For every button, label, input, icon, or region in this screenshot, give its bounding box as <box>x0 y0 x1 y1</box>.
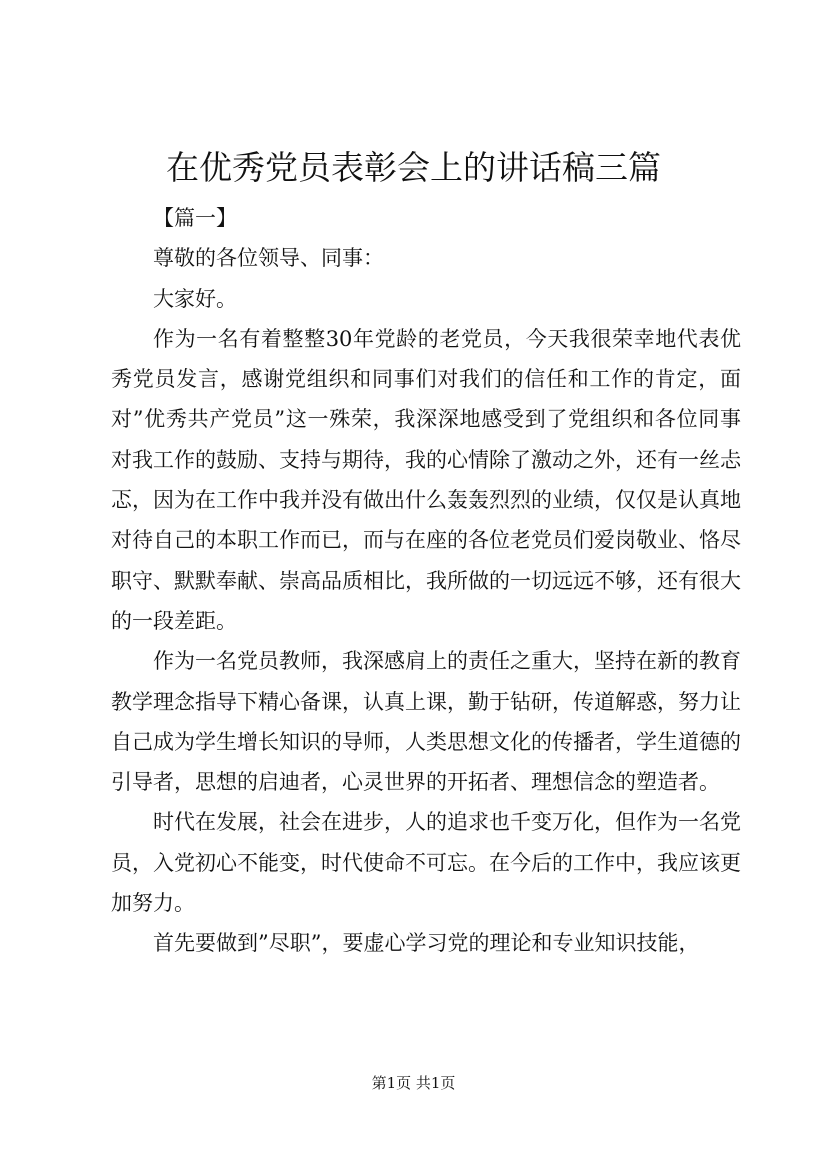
paragraph: 作为一名有着整整30年党龄的老党员，今天我很荣幸地代表优秀党员发言，感谢党组织和同事们对我们的信任和工作的肯定，面对”优秀共产党员”这一殊荣，我深深地感受到了党组织和各位同事对我工作的鼓励、支持与期待，我的心情除了激动之外，还有一丝忐忑，因为在工作中我并没有做出什么轰轰烈烈的业绩，仅仅是认真地对待自己的本职工作而已，而与在座的各位老党员们爱岗敬业、恪尽职守、默默奉献、崇高品质相比，我所做的一切远远不够，还有很大的一段差距。 <box>111 326 741 633</box>
paragraph-greeting: 大家好。 <box>153 286 237 311</box>
paragraph-salutation: 尊敬的各位领导、同事： <box>153 246 384 271</box>
paragraph: 作为一名党员教师，我深感肩上的责任之重大，坚持在新的教育教学理念指导下精心备课，认真上课，勤于钻研，传道解惑，努力让自己成为学生增长知识的导师，人类思想文化的传播者，学生道德的引导者，思想的启迪者，心灵世界的开拓者、理想信念的塑造者。 <box>111 649 741 795</box>
document-body <box>111 198 741 964</box>
section-label: 【篇一】 <box>153 206 237 230</box>
document-title: 在优秀党员表彰会上的讲话稿三篇 <box>166 148 661 187</box>
page-footer: 第1页 共1页 <box>371 1074 456 1092</box>
paragraph: 首先要做到”尽职”，要虚心学习党的理论和专业知识技能， <box>153 931 700 956</box>
paragraph: 时代在发展，社会在进步，人的追求也千变万化，但作为一名党员，入党初心不能变，时代使命不可忘。在今后的工作中，我应该更加努力。 <box>111 810 741 916</box>
